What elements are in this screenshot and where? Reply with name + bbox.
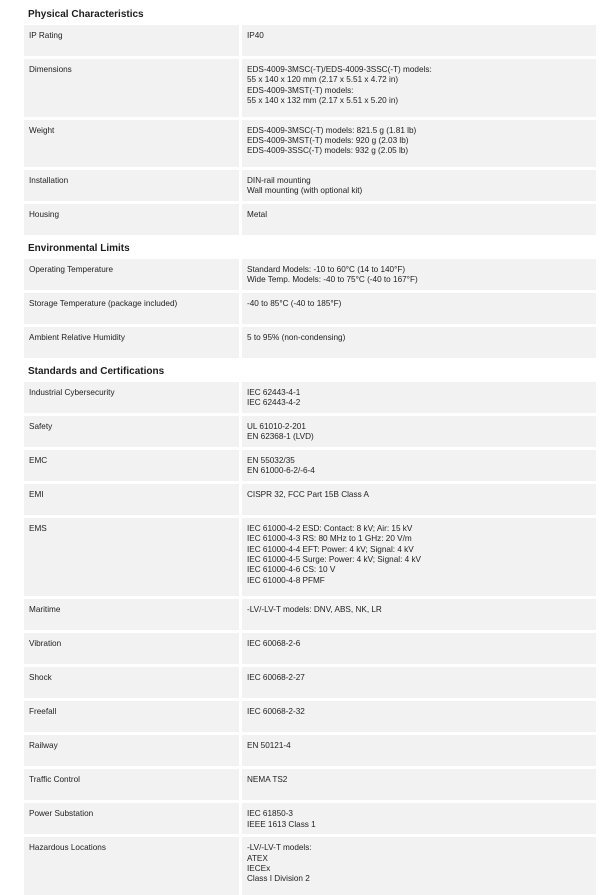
- spec-value: [242, 59, 596, 117]
- spec-value: [242, 667, 596, 698]
- spec-label: Traffic Control: [24, 769, 239, 800]
- spec-value: [242, 735, 596, 766]
- spec-row-hazardous-locations: [24, 837, 596, 895]
- spec-row-emi: [24, 484, 596, 515]
- spec-label: Industrial Cybersecurity: [24, 382, 239, 413]
- spec-value: [242, 450, 596, 481]
- spec-value: [242, 120, 596, 167]
- spec-label: Installation: [24, 170, 239, 201]
- spec-value-line: -LV/-LV-T models:: [247, 843, 312, 853]
- spec-value-line: EDS-4009-3MSC(-T)/EDS-4009-3SSC(-T) models:: [247, 65, 432, 74]
- spec-row-dimensions: [24, 59, 596, 117]
- spec-value: [242, 518, 596, 596]
- spec-row-power-substation: [24, 803, 596, 834]
- spec-row-industrial-cybersecurity: [24, 382, 596, 413]
- spec-value: [242, 170, 596, 201]
- spec-value-line: EDS-4009-3MST(-T) models:: [247, 85, 354, 95]
- spec-value-line: EDS-4009-3MST(-T) models: 920 g (2.03 lb): [247, 136, 409, 145]
- spec-value-line: IEC 61000-4-5 Surge: Power: 4 kV; Signal: 4 kV: [247, 555, 421, 564]
- spec-value: [242, 382, 596, 413]
- spec-value-line: EDS-4009-3MSC(-T) models: 821.5 g (1.81 lb): [247, 125, 417, 135]
- spec-row-maritime: [24, 599, 596, 630]
- spec-row-installation: [24, 170, 596, 201]
- spec-value: [242, 599, 596, 630]
- spec-value: [242, 25, 596, 56]
- spec-value-line: 55 x 140 x 120 mm (2.17 x 5.51 x 4.72 in): [247, 75, 399, 85]
- section-title-environmental-limits: Environmental Limits: [28, 242, 130, 254]
- spec-value-line: IEC 61000-4-4 EFT: Power: 4 kV; Signal: 4 kV: [247, 544, 414, 554]
- spec-row-ip-rating: [24, 25, 596, 56]
- spec-value-line: IEC 60068-2-27: [247, 673, 305, 683]
- spec-value-line: Metal: [247, 209, 268, 219]
- spec-label: EMI: [24, 484, 239, 515]
- spec-row-railway: [24, 735, 596, 766]
- spec-value: [242, 204, 596, 235]
- spec-value: [242, 416, 596, 447]
- spec-value-line: Wall mounting (with optional kit): [247, 186, 363, 196]
- spec-value-line: 5 to 95% (non-condensing): [247, 332, 346, 342]
- spec-value-line: EN 61000-6-2/-6-4: [247, 466, 315, 476]
- spec-label: Storage Temperature (package included): [24, 293, 239, 324]
- spec-value-line: IEC 61850-3: [247, 809, 293, 819]
- spec-value: [242, 701, 596, 732]
- spec-value-line: Wide Temp. Models: -40 to 75°C (-40 to 167°F): [247, 275, 418, 285]
- spec-value-line: DIN-rail mounting: [247, 175, 311, 185]
- spec-row-freefall: [24, 701, 596, 732]
- spec-value: [242, 259, 596, 290]
- spec-value-line: EN 50121-4: [247, 741, 291, 751]
- spec-value-line: Class I Division 2: [247, 874, 310, 884]
- section-title-standards-and-certifications: Standards and Certifications: [28, 365, 165, 377]
- spec-label: Shock: [24, 667, 239, 698]
- spec-row-shock: [24, 667, 596, 698]
- spec-value-line: IEC 60068-2-32: [247, 707, 305, 717]
- spec-value-line: UL 61010-2-201: [247, 421, 306, 431]
- spec-value-line: ATEX: [247, 853, 268, 863]
- spec-value-line: IEEE 1613 Class 1: [247, 819, 316, 829]
- spec-row-weight: [24, 120, 596, 167]
- spec-row-emc: [24, 450, 596, 481]
- spec-row-operating-temperature: [24, 259, 596, 290]
- spec-value-line: IEC 61000-4-2 ESD: Contact: 8 kV; Air: 15 kV: [247, 523, 413, 533]
- spec-value-line: IEC 62443-4-1: [247, 387, 301, 397]
- spec-label: Vibration: [24, 633, 239, 664]
- spec-label: IP Rating: [24, 25, 239, 56]
- spec-label: Operating Temperature: [24, 259, 239, 290]
- spec-row-vibration: [24, 633, 596, 664]
- spec-value: [242, 837, 596, 895]
- spec-row-storage-temperature-package-included: [24, 293, 596, 324]
- spec-value-line: IEC 62443-4-2: [247, 398, 301, 408]
- spec-value-line: EN 62368-1 (LVD): [247, 432, 314, 442]
- spec-label: Ambient Relative Humidity: [24, 327, 239, 358]
- spec-label: EMS: [24, 518, 239, 596]
- spec-value-line: NEMA TS2: [247, 775, 288, 785]
- spec-label: Power Substation: [24, 803, 239, 834]
- spec-value-line: Standard Models: -10 to 60°C (14 to 140°F): [247, 264, 406, 274]
- spec-label: Railway: [24, 735, 239, 766]
- spec-value-line: IP40: [247, 31, 264, 40]
- spec-value-line: IECEx: [247, 863, 271, 873]
- spec-value-line: -LV/-LV-T models: DNV, ABS, NK, LR: [247, 605, 382, 615]
- spec-value-line: IEC 61000-4-8 PFMF: [247, 575, 325, 585]
- spec-value: [242, 803, 596, 834]
- spec-row-ambient-relative-humidity: [24, 327, 596, 358]
- spec-value-line: IEC 61000-4-3 RS: 80 MHz to 1 GHz: 20 V/m: [247, 534, 412, 544]
- spec-row-safety: [24, 416, 596, 447]
- spec-label: EMC: [24, 450, 239, 481]
- spec-row-traffic-control: [24, 769, 596, 800]
- spec-value-line: EN 55032/35: [247, 455, 295, 465]
- spec-label: Housing: [24, 204, 239, 235]
- spec-label: Freefall: [24, 701, 239, 732]
- spec-label: Weight: [24, 120, 239, 167]
- spec-value-line: IEC 60068-2-6: [247, 639, 301, 649]
- spec-value: [242, 769, 596, 800]
- spec-row-housing: [24, 204, 596, 235]
- spec-label: Safety: [24, 416, 239, 447]
- spec-row-ems: [24, 518, 596, 596]
- spec-label: Maritime: [24, 599, 239, 630]
- spec-value-line: 55 x 140 x 132 mm (2.17 x 5.51 x 5.20 in): [247, 96, 399, 106]
- spec-value: [242, 293, 596, 324]
- spec-label: Dimensions: [24, 59, 239, 117]
- spec-value: [242, 633, 596, 664]
- spec-value: [242, 327, 596, 358]
- section-title-physical-characteristics: Physical Characteristics: [28, 9, 144, 20]
- spec-value-line: CISPR 32, FCC Part 15B Class A: [247, 489, 369, 499]
- spec-value-line: -40 to 85°C (-40 to 185°F): [247, 298, 342, 308]
- spec-value-line: EDS-4009-3SSC(-T) models: 932 g (2.05 lb): [247, 146, 409, 156]
- spec-label: Hazardous Locations: [24, 837, 239, 895]
- spec-value-line: IEC 61000-4-6 CS: 10 V: [247, 565, 336, 575]
- spec-value: [242, 484, 596, 515]
